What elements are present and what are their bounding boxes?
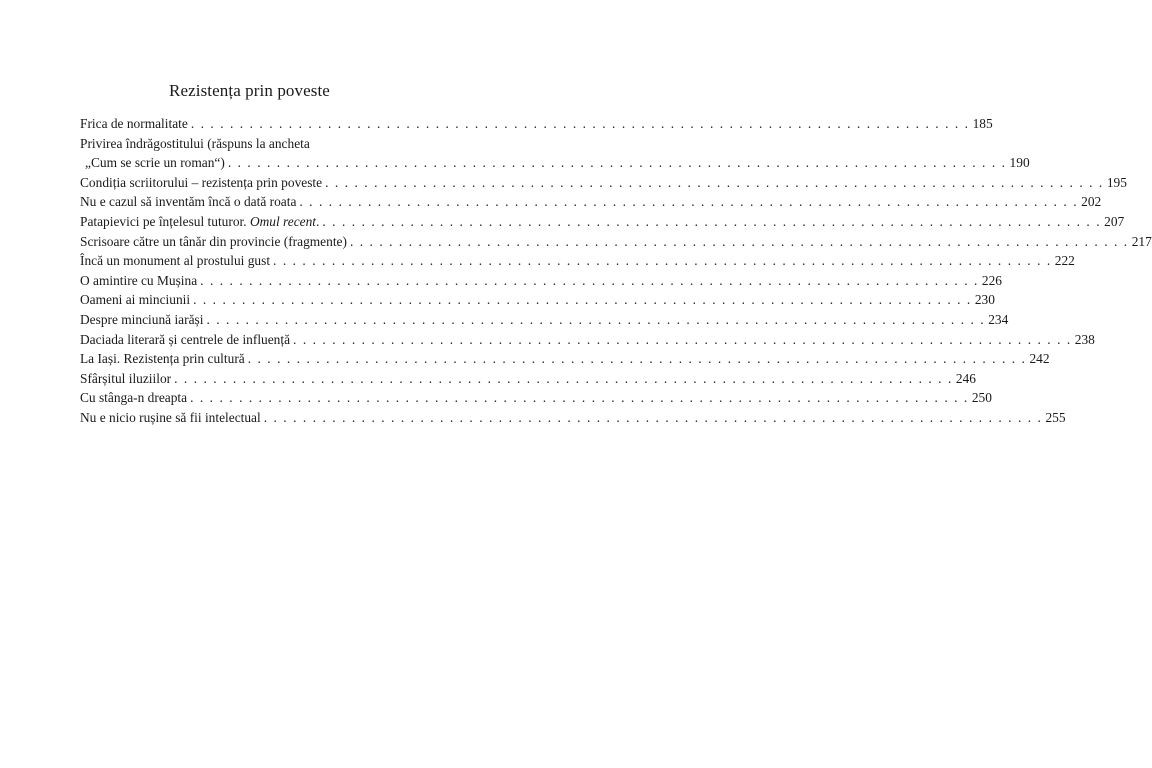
toc-entry [80,173,1127,193]
dot-leader: . . . . . . . . . . . . . . . . . . . . . . . . . . . . . . . . . . . . . . . . . . . . . . . . . . . . . . . . . . . . . . . . . . . . . . . . . . . . . . . . [322,213,1102,229]
dot-leader: . . . . . . . . . . . . . . . . . . . . . . . . . . . . . . . . . . . . . . . . . . . . . . . . . . . . . . . . . . . . . . . . . . . . . . . . . . . . . . . . [193,292,972,308]
dot-leader: . . . . . . . . . . . . . . . . . . . . . . . . . . . . . . . . . . . . . . . . . . . . . . . . . . . . . . . . . . . . . . . . . . . . . . . . . . . . . . . . [206,311,986,327]
toc-entry [80,388,992,408]
toc-entry [80,290,995,310]
dot-leader: . . . . . . . . . . . . . . . . . . . . . . . . . . . . . . . . . . . . . . . . . . . . . . . . . . . . . . . . . . . . . . . . . . . . . . . . . . . . . . . . [293,331,1072,347]
toc-entry-text: Privirea îndrăgostitului (răspuns la ancheta [80,135,310,151]
toc-entry [80,408,1066,428]
dot-leader: . . . . . . . . . . . . . . . . . . . . . . . . . . . . . . . . . . . . . . . . . . . . . . . . . . . . . . . . . . . . . . . . . . . . . . . . . . . . . . . . [273,253,1052,269]
toc-entry-text: Patapievici pe înțelesul tuturor. [80,213,250,229]
toc-entry [80,310,1009,330]
toc-entry-page: 246 [955,370,976,386]
dot-leader: . . . . . . . . . . . . . . . . . . . . . . . . . . . . . . . . . . . . . . . . . . . . . . . . . . . . . . . . . . . . . . . . . . . . . . . . . . . . . . . . [263,409,1043,425]
toc-entry-text-group [80,212,319,232]
toc-entry-text: „Cum se scrie un roman“) [85,155,225,171]
dot-leader: . . . . . . . . . . . . . . . . . . . . . . . . . . . . . . . . . . . . . . . . . . . . . . . . . . . . . . . . . . . . . . . . . . . . . . . . . . . . . . . . [227,155,1007,171]
toc-entry [80,114,993,134]
toc-entry [80,271,1002,291]
toc-entry-continuation [80,153,1030,173]
toc-entry-text: Scrisoare către un tânăr din provincie (fragmente) [80,233,347,249]
toc-entry-page: 222 [1054,253,1075,269]
toc-entry [80,330,1095,350]
dot-leader: . . . . . . . . . . . . . . . . . . . . . . . . . . . . . . . . . . . . . . . . . . . . . . . . . . . . . . . . . . . . . . . . . . . . . . . . . . . . . . . . [174,370,953,386]
dot-leader: . . . . . . . . . . . . . . . . . . . . . . . . . . . . . . . . . . . . . . . . . . . . . . . . . . . . . . . . . . . . . . . . . . . . . . . . . . . . . . . . [190,116,970,131]
toc-entry-page: 250 [971,390,992,406]
toc-entry-text: Nu e cazul să inventăm încă o dată roata [80,194,297,210]
toc-entry-text: O amintire cu Mușina [80,272,198,288]
toc-entry-page: 238 [1074,331,1095,347]
table-of-contents [80,114,1152,428]
toc-entry-text: Nu e nicio rușine să fii intelectual [80,409,261,425]
toc-entry-first-line [80,134,407,154]
toc-entry-text: Frica de normalitate [80,116,188,131]
toc-entry-text: Cu stânga-n dreapta [80,390,188,406]
dot-leader: . . . . . . . . . . . . . . . . . . . . . . . . . . . . . . . . . . . . . . . . . . . . . . . . . . . . . . . . . . . . . . . . . . . . . . . . . . . . . . . . [190,390,969,406]
toc-entry-page: 190 [1009,155,1030,171]
dot-leader: . . . . . . . . . . . . . . . . . . . . . . . . . . . . . . . . . . . . . . . . . . . . . . . . . . . . . . . . . . . . . . . . . . . . . . . . . . . . . . . . [200,272,979,288]
toc-entry-page: 202 [1081,194,1102,210]
toc-entry [80,349,1050,369]
toc-entry [80,212,1125,232]
toc-entry-page: 230 [974,292,995,308]
toc-entry-italic-title: Omul recent [249,213,317,229]
toc-entry-page: 234 [988,311,1009,327]
dot-leader: . . . . . . . . . . . . . . . . . . . . . . . . . . . . . . . . . . . . . . . . . . . . . . . . . . . . . . . . . . . . . . . . . . . . . . . . . . . . . . . . [299,194,1079,210]
toc-entry-text: Sfârșitul iluziilor [80,370,172,386]
toc-entry-page: 226 [981,272,1002,288]
toc-entry-text: Încă un monument al prostului gust [80,253,271,269]
toc-entry-text: Daciada literară și centrele de influență [80,331,291,347]
dot-leader: . . . . . . . . . . . . . . . . . . . . . . . . . . . . . . . . . . . . . . . . . . . . . . . . . . . . . . . . . . . . . . . . . . . . . . . . . . . . . . . . [247,351,1027,367]
toc-entry [80,251,1075,271]
toc-entry [80,232,1152,252]
toc-entry-page: 242 [1029,351,1050,367]
dot-leader: . . . . . . . . . . . . . . . . . . . . . . . . . . . . . . . . . . . . . . . . . . . . . . . . . . . . . . . . . . . . . . . . . . . . . . . . . . . . . . . . [349,233,1129,249]
toc-entry-page: 255 [1045,409,1066,425]
toc-entry-text: Despre minciună iarăși [80,311,204,327]
toc-entry-page: 207 [1104,213,1125,229]
toc-entry-page: 195 [1106,174,1127,190]
toc-entry-text: Condiția scriitorului – rezistența prin poveste [80,174,323,190]
toc-entry-page: 217 [1131,233,1152,249]
dot-leader: . . . . . . . . . . . . . . . . . . . . . . . . . . . . . . . . . . . . . . . . . . . . . . . . . . . . . . . . . . . . . . . . . . . . . . . . . . . . . . . . [325,174,1104,190]
toc-entry-text: La Iași. Rezistența prin cultură [80,351,245,367]
toc-entry-text: Oameni ai minciunii [80,292,191,308]
toc-entry [80,369,976,389]
toc-entry-page: 185 [972,116,993,131]
toc-entry-text-suffix: . [316,213,320,229]
toc-entry [80,192,1102,212]
toc-title: Rezistența prin poveste [169,81,330,100]
